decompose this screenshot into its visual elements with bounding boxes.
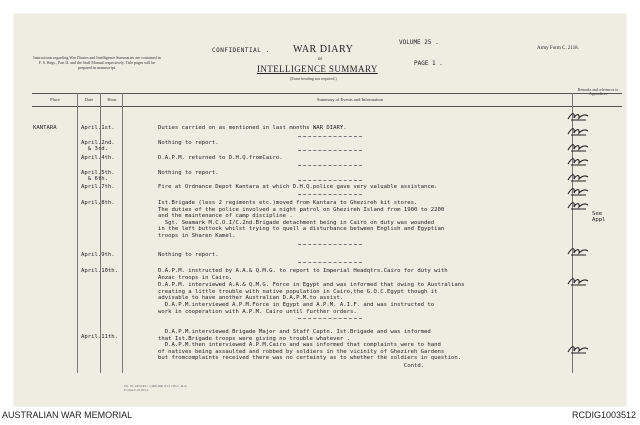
entry-line: Nothing to report.	[158, 170, 219, 176]
entry-separator	[298, 180, 362, 181]
entry-separator	[298, 165, 362, 166]
confidential-label: CONFIDENTIAL .	[212, 47, 270, 54]
signature-initials	[566, 340, 592, 352]
entry-line: D.A.P.M.then interviewed A.P.M.Cairo and was informed that complaints were to hand	[158, 342, 441, 348]
entry-line: and the maintenance of camp discipline .	[158, 213, 293, 219]
entry-line: Ist.Brigade (less 2 regiments etc.)moved from Kantara to Ghezireh kit stores.	[158, 200, 418, 206]
date-cell: April.7th.	[81, 184, 115, 190]
entry-separator	[298, 244, 362, 245]
entry-line: D.A.P.M. instructed by A.A.& Q.M.G. to report to Imperial Headqtrs.Cairo for duty with	[158, 268, 448, 274]
place-kantara: KANTARA	[33, 125, 57, 131]
or-label: or	[318, 57, 323, 62]
remarks-see-appendix: See Appl	[592, 211, 606, 224]
volume-label: VOLUME 25 .	[399, 39, 439, 46]
date-cell: April.8th.	[81, 200, 115, 206]
entry-line: work in cooperation with A.P.M. Cairo until further orders.	[158, 308, 357, 315]
entry-separator	[298, 318, 362, 319]
entry-line: Nothing to report.	[158, 252, 219, 258]
col-header-date: Date	[84, 97, 94, 102]
date-cell: April.10th.	[81, 268, 119, 274]
signature-initials	[566, 152, 592, 164]
header-rule-top	[32, 93, 622, 94]
entry-line: D.A.P.M. interviewed A.A.& Q.M.G. Force in Egypt and was informed that owing to Australians	[158, 282, 465, 288]
entry-separator	[298, 262, 362, 263]
entry-line: Duties carried on as mentioned in last months WAR DIARY.	[158, 125, 347, 131]
entry-separator	[298, 136, 362, 137]
date-cell: April.9th.	[81, 252, 115, 258]
intelligence-summary-title: INTELLIGENCE SUMMARY	[257, 64, 378, 74]
col-header-summary: Summary of Events and Information	[317, 97, 383, 102]
signature-initials	[566, 182, 592, 194]
entry-line: The duties of the police involved a night patrol on Ghezireh Island from 1900 to 2200	[158, 206, 445, 213]
signature-initials	[566, 242, 592, 254]
header-rule-bottom	[32, 106, 622, 107]
col-header-remarks: Remarks and references to Appendices	[577, 88, 619, 97]
col-divider-date	[100, 93, 101, 373]
footer-source: AUSTRALIAN WAR MEMORIAL	[2, 410, 133, 420]
entry-line: Sgt. Seamark M.C.O.I/C.2nd.Brigade detachment being in Cairo on duty was wounded	[158, 219, 435, 226]
col-header-hour: Hour	[107, 97, 117, 102]
entry-line: Contd.	[158, 363, 425, 369]
page-label: PAGE 1 .	[414, 60, 443, 67]
signature-initials	[566, 168, 592, 180]
army-form-label: Army Form C. 2118.	[537, 46, 579, 51]
entry-line: in the left buttock whilst trying to quell a disturbance between English and Egyptian	[158, 226, 445, 232]
date-cell: April.2nd. & 3rd.	[81, 140, 115, 153]
entry-line: that Ist.Brigade troops were giving no trouble whatever .	[158, 335, 350, 342]
entry-line: D.A.P.M.interviewed Brigade Major and Staff Captn. Ist.Brigade and was informed	[158, 329, 431, 335]
entry-line: Fire at Ordnance Depot Kantara at which D.H.Q.police gave very valuable assistance.	[158, 184, 438, 190]
entry-line: Nothing to report.	[158, 140, 219, 146]
printer-imprint: Wt. W. 2452/P.C. 1,000,000 8/15 J.B.C. & A. Forms/C.2118/11.	[124, 384, 188, 392]
entry-line: creating a little trouble with native population in Cairo,the G.O.C.Egypt though it	[158, 288, 438, 295]
signature-initials	[566, 122, 592, 134]
entry-separator	[298, 150, 362, 151]
war-diary-title: WAR DIARY	[293, 44, 354, 55]
signature-initials	[566, 138, 592, 150]
signature-initials	[566, 196, 592, 208]
entry-line: D.A.P.M. returned to D.H.Q.fromCairo.	[158, 155, 283, 161]
col-header-place: Place	[50, 97, 60, 102]
signature-initials	[566, 107, 592, 119]
entry-line: advisable to have another Australian D.A.P.M.to assist.	[158, 295, 344, 301]
erase-note: (Erase heading not required.)	[290, 76, 337, 81]
entry-line: but fromcomplaints received there was no certainty as to whether the soldiers in question.	[158, 355, 462, 361]
col-divider-hour	[122, 93, 123, 373]
date-cell: April.11th.	[81, 334, 119, 340]
col-divider-place	[77, 93, 78, 373]
entry-line: troops in Sharen Kamel.	[158, 232, 236, 239]
date-cell: April.4th.	[81, 155, 115, 161]
entry-separator	[298, 194, 362, 195]
date-cell: April.5th. & 6th.	[81, 170, 115, 183]
date-cell: April.1st.	[81, 125, 115, 131]
entry-line: Anzac troops in Cairo.	[158, 274, 233, 281]
instructions-note: Instructions regarding War Diaries and Intelligence Summaries are contained in F. S. Regs., Part II. and the Staff Manual respectively. Title pages will be prepared in manuscript.	[33, 55, 161, 70]
footer-record-id: RCDIG1003512	[571, 410, 636, 420]
entry-line: of natives being assaulted and robbed by soldiers in the vicinity of Ghezireh Gardens	[158, 348, 445, 355]
entry-line: D.A.P.M.interviewed A.P.M.Force in Egypt and A.P.M. A.I.F. and was instructed to	[158, 302, 435, 308]
signature-initials	[566, 272, 592, 284]
